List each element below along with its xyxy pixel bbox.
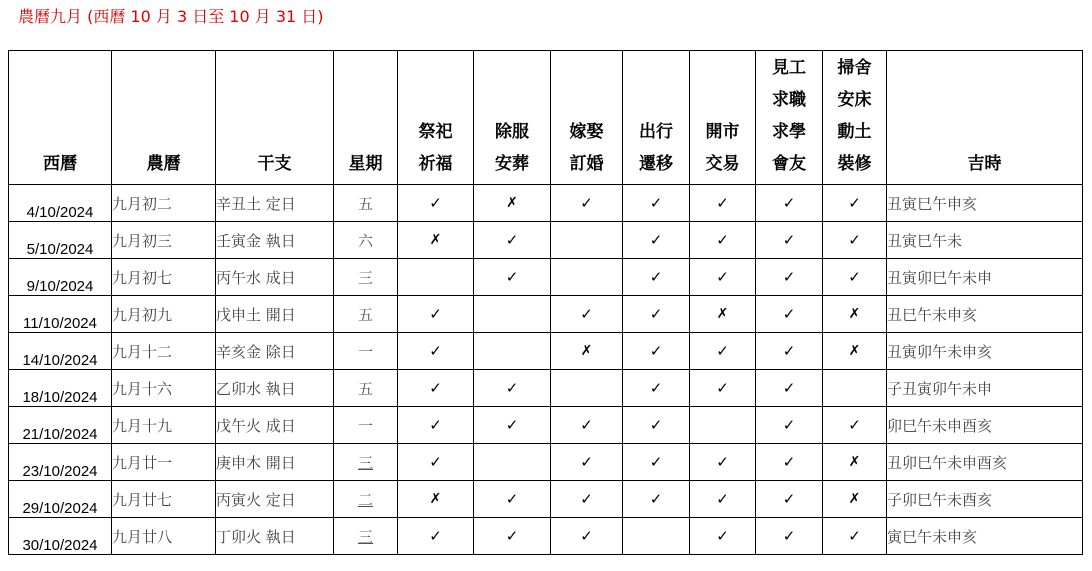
weekday-label: 二 bbox=[357, 490, 373, 509]
check-icon: ✓ bbox=[398, 296, 474, 333]
check-icon: ✓ bbox=[551, 407, 623, 444]
lunar-date-cell: 九月廿一 bbox=[112, 444, 216, 481]
lunar-date-cell: 九月廿七 bbox=[112, 481, 216, 518]
weekday-label: 一 bbox=[357, 342, 373, 361]
check-icon: ✓ bbox=[623, 370, 690, 407]
check-icon: ✓ bbox=[690, 518, 756, 555]
table-row bbox=[9, 518, 1083, 555]
table-body bbox=[9, 185, 1083, 555]
empty-mark-cell bbox=[690, 407, 756, 444]
header-marriage bbox=[551, 51, 623, 185]
check-icon: ✓ bbox=[398, 407, 474, 444]
header-line: 嫁娶 bbox=[569, 122, 604, 142]
auspicious-hours-cell: 丑寅巳午未 bbox=[887, 222, 1083, 259]
ganzhi-cell: 乙卯水 執日 bbox=[216, 370, 334, 407]
weekday-cell bbox=[334, 259, 398, 296]
check-icon: ✓ bbox=[623, 185, 690, 222]
check-icon: ✓ bbox=[623, 222, 690, 259]
check-icon: ✓ bbox=[474, 518, 551, 555]
check-icon: ✓ bbox=[756, 333, 823, 370]
check-icon: ✓ bbox=[623, 259, 690, 296]
lunar-date-cell: 九月十九 bbox=[112, 407, 216, 444]
table-row bbox=[9, 185, 1083, 222]
weekday-cell bbox=[334, 407, 398, 444]
header-line: 交易 bbox=[705, 154, 740, 174]
empty-mark-cell bbox=[398, 259, 474, 296]
cross-icon: ✗ bbox=[551, 333, 623, 370]
auspicious-hours-cell: 寅巳午未申亥 bbox=[887, 518, 1083, 555]
cross-icon: ✗ bbox=[474, 185, 551, 222]
check-icon: ✓ bbox=[623, 333, 690, 370]
header-line: 農曆 bbox=[146, 154, 181, 174]
weekday-cell bbox=[334, 296, 398, 333]
header-trade bbox=[690, 51, 756, 185]
check-icon: ✓ bbox=[551, 296, 623, 333]
check-icon: ✓ bbox=[623, 407, 690, 444]
weekday-cell bbox=[334, 222, 398, 259]
check-icon: ✓ bbox=[690, 333, 756, 370]
lunar-date-cell: 九月初三 bbox=[112, 222, 216, 259]
table-row bbox=[9, 296, 1083, 333]
header-burial bbox=[474, 51, 551, 185]
table-row bbox=[9, 333, 1083, 370]
header-line: 祭祀 bbox=[418, 122, 453, 142]
header-travel bbox=[623, 51, 690, 185]
lunar-date-cell: 九月十六 bbox=[112, 370, 216, 407]
cross-icon: ✗ bbox=[823, 296, 887, 333]
empty-mark-cell bbox=[551, 370, 623, 407]
weekday-cell bbox=[334, 333, 398, 370]
header-ganzhi bbox=[216, 51, 334, 185]
check-icon: ✓ bbox=[551, 481, 623, 518]
cross-icon: ✗ bbox=[823, 444, 887, 481]
ganzhi-cell: 辛丑土 定日 bbox=[216, 185, 334, 222]
check-icon: ✓ bbox=[690, 481, 756, 518]
check-icon: ✓ bbox=[474, 481, 551, 518]
check-icon: ✓ bbox=[823, 185, 887, 222]
ganzhi-cell: 戊申土 開日 bbox=[216, 296, 334, 333]
table-row bbox=[9, 370, 1083, 407]
check-icon: ✓ bbox=[474, 370, 551, 407]
ganzhi-cell: 戊午火 成日 bbox=[216, 407, 334, 444]
header-line: 動土 bbox=[837, 122, 872, 142]
weekday-label: 五 bbox=[357, 194, 373, 213]
almanac-table bbox=[8, 50, 1083, 555]
lunar-date-cell: 九月十二 bbox=[112, 333, 216, 370]
check-icon: ✓ bbox=[623, 296, 690, 333]
date-cell: 5/10/2024 bbox=[9, 222, 112, 259]
header-line: 裝修 bbox=[837, 154, 872, 174]
page-title: 農曆九月 (西曆 10 月 3 日至 10 月 31 日) bbox=[18, 7, 324, 26]
auspicious-hours-cell: 丑寅卯巳午未申 bbox=[887, 259, 1083, 296]
check-icon: ✓ bbox=[756, 370, 823, 407]
header-line: 干支 bbox=[257, 154, 292, 174]
check-icon: ✓ bbox=[823, 222, 887, 259]
date-cell: 30/10/2024 bbox=[9, 518, 112, 555]
header-lunar bbox=[112, 51, 216, 185]
weekday-label: 五 bbox=[357, 379, 373, 398]
weekday-label: 三 bbox=[357, 527, 373, 546]
check-icon: ✓ bbox=[756, 444, 823, 481]
auspicious-hours-cell: 子丑寅卯午未申 bbox=[887, 370, 1083, 407]
weekday-label: 三 bbox=[357, 268, 373, 287]
weekday-cell bbox=[334, 481, 398, 518]
date-cell: 29/10/2024 bbox=[9, 481, 112, 518]
check-icon: ✓ bbox=[756, 296, 823, 333]
empty-mark-cell bbox=[474, 444, 551, 481]
auspicious-hours-cell: 丑寅卯午未申亥 bbox=[887, 333, 1083, 370]
lunar-date-cell: 九月初七 bbox=[112, 259, 216, 296]
check-icon: ✓ bbox=[474, 259, 551, 296]
auspicious-hours-cell: 丑巳午未申亥 bbox=[887, 296, 1083, 333]
empty-mark-cell bbox=[623, 518, 690, 555]
check-icon: ✓ bbox=[690, 444, 756, 481]
table-row bbox=[9, 259, 1083, 296]
header-line: 見工 bbox=[772, 58, 806, 78]
lunar-date-cell: 九月初九 bbox=[112, 296, 216, 333]
empty-mark-cell bbox=[474, 296, 551, 333]
auspicious-hours-cell: 丑卯巳午未申酉亥 bbox=[887, 444, 1083, 481]
cross-icon: ✗ bbox=[398, 222, 474, 259]
check-icon: ✓ bbox=[823, 259, 887, 296]
date-cell: 14/10/2024 bbox=[9, 333, 112, 370]
lunar-date-cell: 九月初二 bbox=[112, 185, 216, 222]
empty-mark-cell bbox=[823, 370, 887, 407]
check-icon: ✓ bbox=[398, 333, 474, 370]
header-line: 會友 bbox=[772, 154, 806, 174]
check-icon: ✓ bbox=[690, 222, 756, 259]
table-row bbox=[9, 407, 1083, 444]
empty-mark-cell bbox=[474, 333, 551, 370]
check-icon: ✓ bbox=[756, 185, 823, 222]
header-auspicious-hours bbox=[887, 51, 1083, 185]
table-row bbox=[9, 222, 1083, 259]
check-icon: ✓ bbox=[756, 518, 823, 555]
weekday-label: 三 bbox=[357, 453, 373, 472]
lunar-date-cell: 九月廿八 bbox=[112, 518, 216, 555]
cross-icon: ✗ bbox=[823, 333, 887, 370]
check-icon: ✓ bbox=[398, 370, 474, 407]
cross-icon: ✗ bbox=[690, 296, 756, 333]
check-icon: ✓ bbox=[690, 370, 756, 407]
weekday-label: 一 bbox=[357, 416, 373, 435]
weekday-cell bbox=[334, 444, 398, 481]
table-row bbox=[9, 481, 1083, 518]
auspicious-hours-cell: 子卯巳午未酉亥 bbox=[887, 481, 1083, 518]
check-icon: ✓ bbox=[756, 222, 823, 259]
cross-icon: ✗ bbox=[823, 481, 887, 518]
header-gregorian bbox=[9, 51, 112, 185]
header-line: 求學 bbox=[772, 122, 806, 142]
check-icon: ✓ bbox=[551, 444, 623, 481]
table-row bbox=[9, 444, 1083, 481]
weekday-label: 六 bbox=[357, 231, 373, 250]
check-icon: ✓ bbox=[474, 222, 551, 259]
auspicious-hours-cell: 卯巳午未申酉亥 bbox=[887, 407, 1083, 444]
check-icon: ✓ bbox=[690, 185, 756, 222]
weekday-cell bbox=[334, 185, 398, 222]
header-line: 除服 bbox=[495, 122, 529, 142]
check-icon: ✓ bbox=[623, 481, 690, 518]
ganzhi-cell: 丙寅火 定日 bbox=[216, 481, 334, 518]
date-cell: 9/10/2024 bbox=[9, 259, 112, 296]
ganzhi-cell: 庚申木 開日 bbox=[216, 444, 334, 481]
check-icon: ✓ bbox=[551, 185, 623, 222]
header-line: 安葬 bbox=[495, 154, 529, 174]
cross-icon: ✗ bbox=[398, 481, 474, 518]
check-icon: ✓ bbox=[823, 407, 887, 444]
date-cell: 18/10/2024 bbox=[9, 370, 112, 407]
header-worship bbox=[398, 51, 474, 185]
check-icon: ✓ bbox=[756, 407, 823, 444]
check-icon: ✓ bbox=[474, 407, 551, 444]
ganzhi-cell: 辛亥金 除日 bbox=[216, 333, 334, 370]
header-cleaning bbox=[823, 51, 887, 185]
check-icon: ✓ bbox=[398, 444, 474, 481]
ganzhi-cell: 壬寅金 執日 bbox=[216, 222, 334, 259]
date-cell: 23/10/2024 bbox=[9, 444, 112, 481]
date-cell: 4/10/2024 bbox=[9, 185, 112, 222]
check-icon: ✓ bbox=[756, 481, 823, 518]
header-line: 祈福 bbox=[418, 154, 453, 174]
header-line: 星期 bbox=[348, 154, 383, 174]
auspicious-hours-cell: 丑寅巳午申亥 bbox=[887, 185, 1083, 222]
check-icon: ✓ bbox=[551, 518, 623, 555]
check-icon: ✓ bbox=[690, 259, 756, 296]
check-icon: ✓ bbox=[623, 444, 690, 481]
weekday-label: 五 bbox=[357, 305, 373, 324]
ganzhi-cell: 丙午水 成日 bbox=[216, 259, 334, 296]
empty-mark-cell bbox=[551, 222, 623, 259]
header-line: 訂婚 bbox=[569, 154, 604, 174]
header-line: 出行 bbox=[639, 122, 673, 142]
weekday-cell bbox=[334, 518, 398, 555]
check-icon: ✓ bbox=[398, 185, 474, 222]
header-row bbox=[9, 51, 1083, 185]
empty-mark-cell bbox=[551, 259, 623, 296]
weekday-cell bbox=[334, 370, 398, 407]
header-line: 吉時 bbox=[967, 154, 1002, 174]
ganzhi-cell: 丁卯火 執日 bbox=[216, 518, 334, 555]
header-line: 西曆 bbox=[43, 154, 77, 174]
header-job-study bbox=[756, 51, 823, 185]
check-icon: ✓ bbox=[823, 518, 887, 555]
date-cell: 21/10/2024 bbox=[9, 407, 112, 444]
header-line: 安床 bbox=[837, 90, 872, 110]
header-line: 求職 bbox=[772, 90, 806, 110]
header-line: 遷移 bbox=[639, 154, 673, 174]
header-line: 開市 bbox=[705, 122, 740, 142]
check-icon: ✓ bbox=[756, 259, 823, 296]
header-line: 掃舍 bbox=[837, 58, 872, 78]
header-weekday bbox=[334, 51, 398, 185]
check-icon: ✓ bbox=[398, 518, 474, 555]
date-cell: 11/10/2024 bbox=[9, 296, 112, 333]
